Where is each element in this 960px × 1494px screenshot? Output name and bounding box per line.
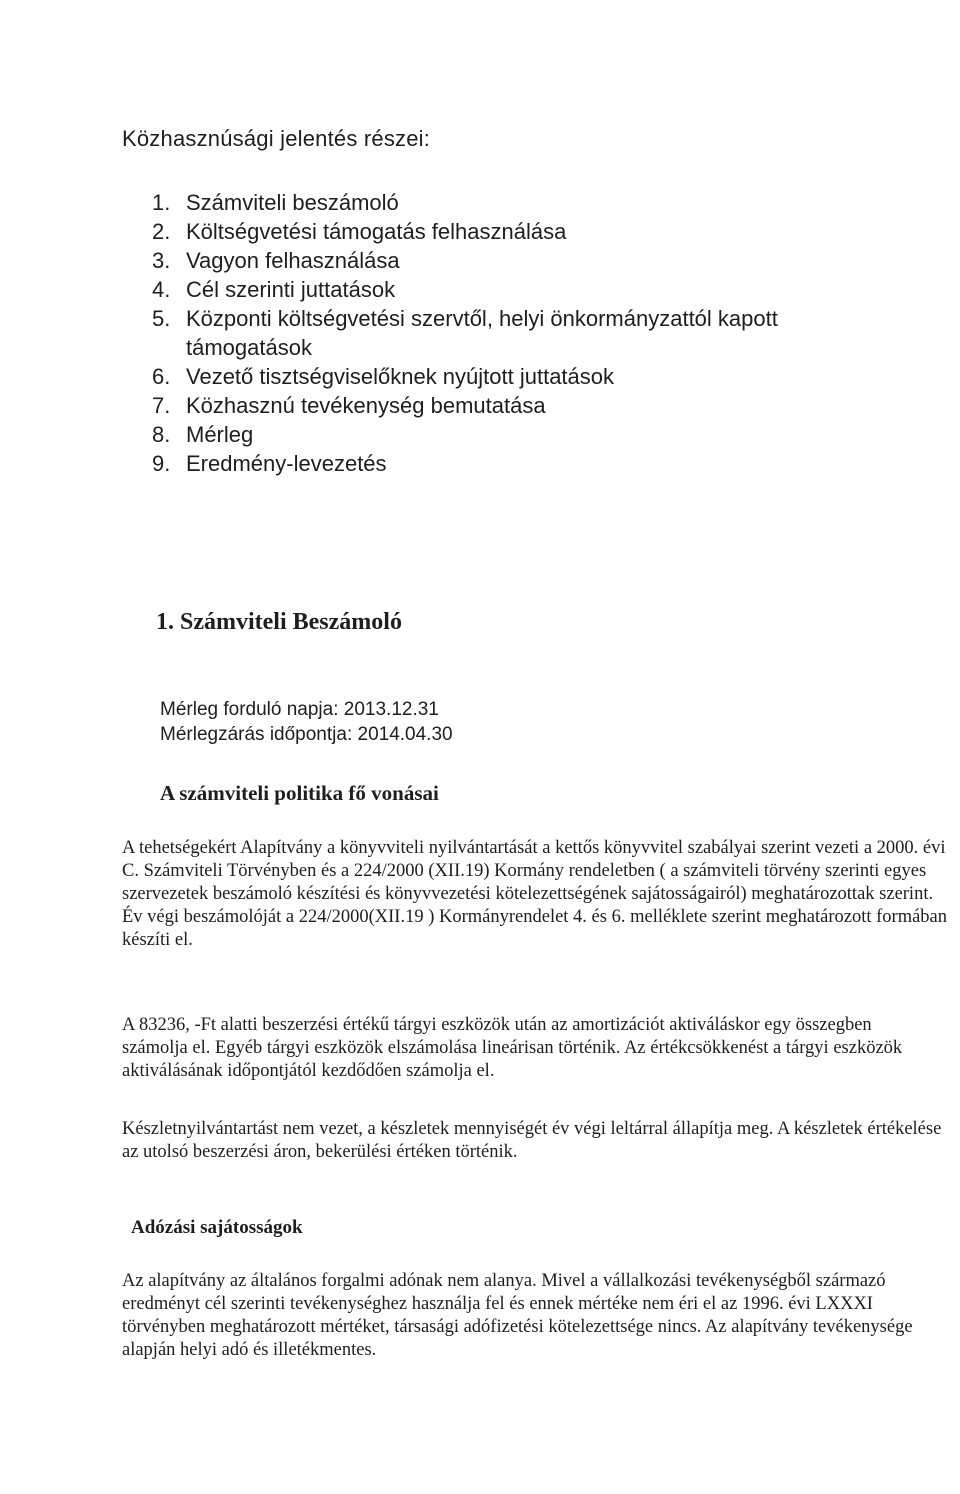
list-item (152, 217, 872, 246)
list-item (152, 188, 872, 217)
list-item-number: 5. (152, 306, 171, 331)
closing-date: Mérlegzárás időpontja: 2014.04.30 (160, 724, 453, 745)
policy-paragraph: A 83236, -Ft alatti beszerzési értékű tárgyi eszközök után az amortizációt aktiváláskor egy összegben számolja el. Egyéb tárgyi eszközök elszámolása lineárisan történik. Az értékcsökkenést a tárgyi eszközök aktiválásának időpontjától kezdődően számolja el. (122, 1015, 903, 1081)
list-item (152, 304, 872, 362)
contents-list (152, 188, 872, 478)
list-item-number: 4. (152, 277, 171, 302)
list-item (152, 246, 872, 275)
policy-title: A számviteli politika fő vonásai (160, 781, 439, 805)
list-item (152, 449, 872, 478)
list-item (152, 275, 872, 304)
list-item (152, 391, 872, 420)
list-item-text: Eredmény-levezetés (186, 451, 387, 476)
list-item (152, 420, 872, 449)
list-item-text: Költségvetési támogatás felhasználása (186, 219, 567, 244)
policy-paragraph: Készletnyilvántartást nem vezet, a készletek mennyiségét év végi leltárral állapítja meg. A készletek értékelése az utolsó beszerzési áron, bekerülési értéken történik. (122, 1119, 942, 1162)
policy-paragraph: A tehetségekért Alapítvány a könyvviteli nyilvántartását a kettős könyvvitel szabályai szerint vezeti a 2000. évi C. Számviteli Törvényben és a 224/2000 (XII.19) Kormány rendeletben ( a számviteli törvény szerinti egyes szervezetek beszámoló készítési és könyvvezetési kötelezettségének sajátosságairól) meghatározottak szerint. Év végi beszámolóját a 224/2000(XII.19 ) Kormányrendelet 4. és 6. melléklete szerint meghatározott formában készíti el. (122, 838, 948, 950)
list-item-number: 8. (152, 422, 171, 447)
section-title: 1. Számviteli Beszámoló (156, 609, 402, 635)
list-item-text: Vagyon felhasználása (186, 248, 400, 273)
list-item-number: 1. (152, 190, 171, 215)
list-item (152, 362, 872, 391)
list-item-number: 2. (152, 219, 171, 244)
tax-title: Adózási sajátosságok (131, 1217, 303, 1238)
list-item-number: 3. (152, 248, 171, 273)
list-item-text: Vezető tisztségviselőknek nyújtott juttatások (186, 364, 615, 389)
list-item-number: 9. (152, 451, 171, 476)
list-item-text: Közhasznú tevékenység bemutatása (186, 393, 546, 418)
list-item-number: 6. (152, 364, 171, 389)
document-heading: Közhasznúsági jelentés részei: (122, 126, 431, 151)
list-item-number: 7. (152, 393, 171, 418)
balance-date: Mérleg forduló napja: 2013.12.31 (160, 699, 439, 720)
tax-paragraph: Az alapítvány az általános forgalmi adónak nem alanya. Mivel a vállalkozási tevékenységből származó eredményt cél szerinti tevékenységhez használja fel és ennek mértéke nem éri el az 1996. évi LXXXI törvényben meghatározott mértéket, társasági adófizetési kötelezettsége nincs. Az alapítvány tevékenysége alapján helyi adó és illetékmentes. (122, 1271, 913, 1360)
list-item-text: Cél szerinti juttatások (186, 277, 396, 302)
list-item-text: Központi költségvetési szervtől, helyi önkormányzattól kapott támogatások (186, 306, 778, 360)
list-item-text: Mérleg (186, 422, 254, 447)
list-item-text: Számviteli beszámoló (186, 190, 399, 215)
